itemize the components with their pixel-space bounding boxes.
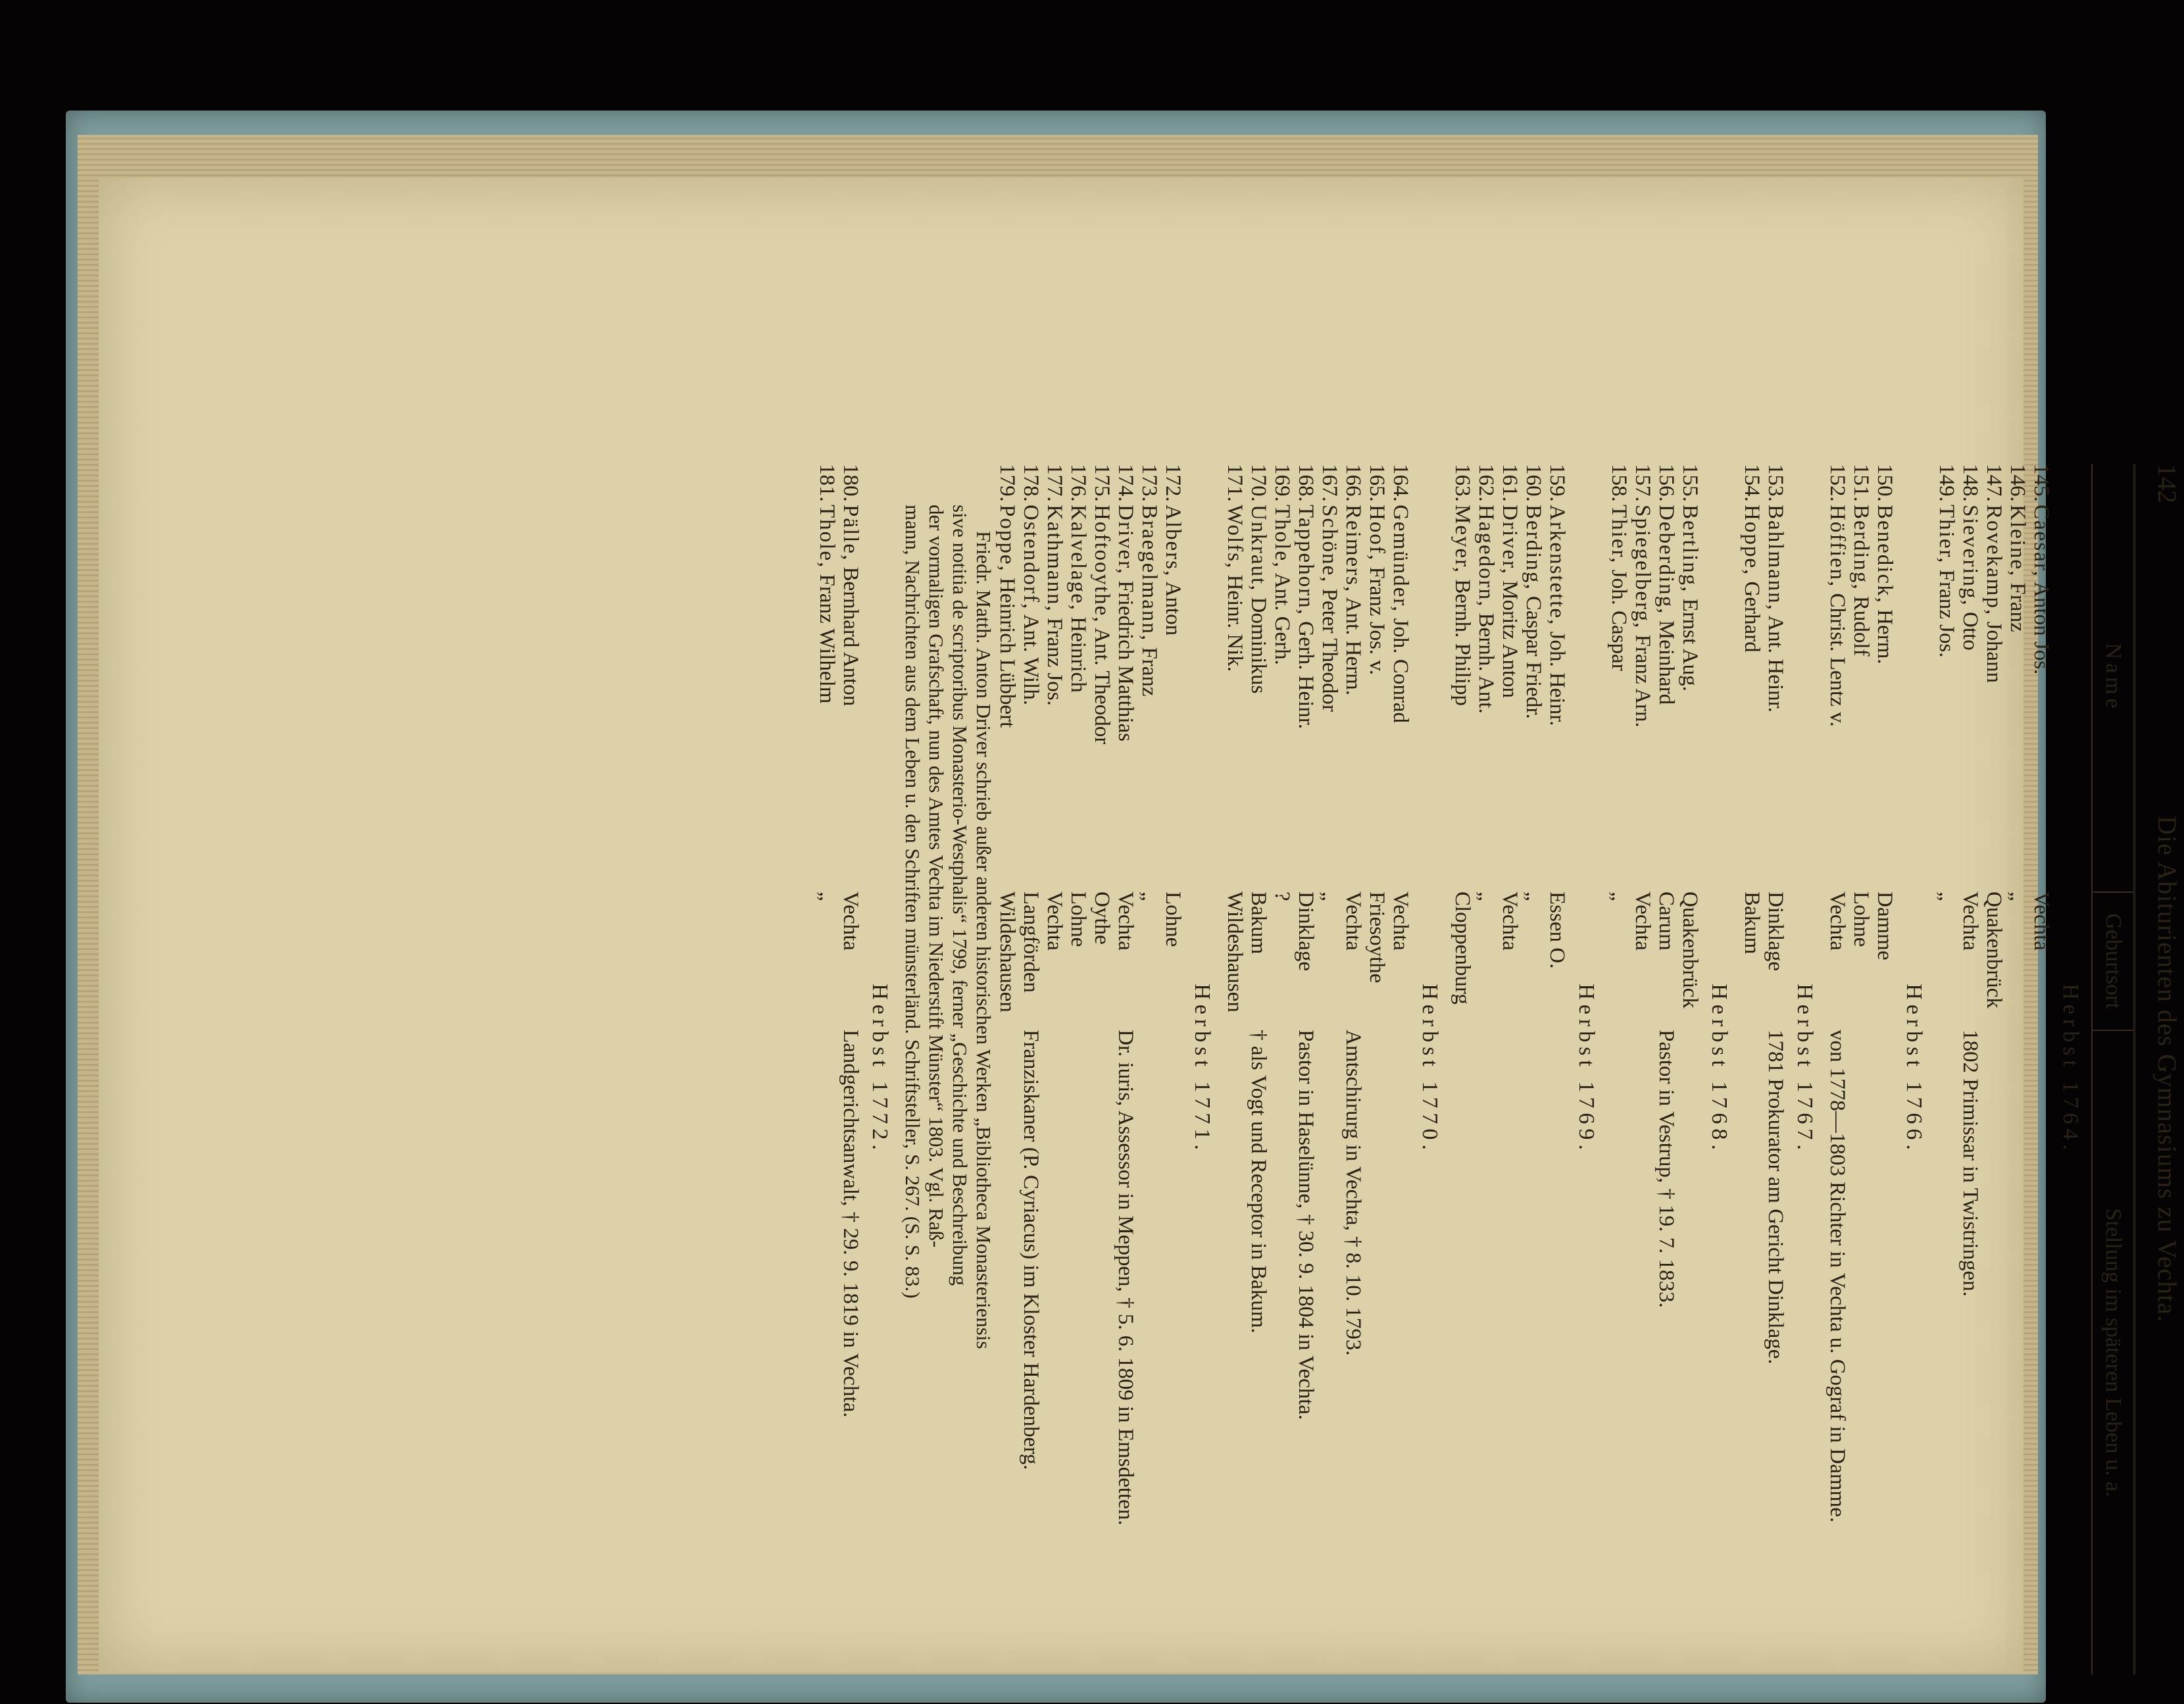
entry-birthplace: Vechta: [1631, 891, 1654, 951]
entry-birthplace: Vechta: [1825, 891, 1849, 951]
entry-number: 172.: [1161, 464, 1185, 502]
entry-number: 158.: [1607, 464, 1631, 502]
entry-given-names: Ant. Gerh.: [1270, 572, 1294, 665]
register-entry: [1019, 464, 1043, 1674]
term-heading: Herbst 1769.: [1574, 984, 1599, 1155]
entry-given-names: Ernst Aug.: [1678, 598, 1702, 691]
entry-position: von 1778—1803 Richter in Vechta u. Gograf in Damme.: [1825, 1030, 1849, 1523]
term-heading: Herbst 1770.: [1418, 984, 1442, 1155]
entry-name: [1982, 464, 2006, 891]
entry-surname: Benedick,: [1873, 505, 1897, 604]
entry-given-names: Bernh. Philipp: [1451, 579, 1474, 706]
register-sections: [815, 464, 2082, 1674]
register-entry: [1825, 464, 1849, 1674]
entry-surname: Thole,: [1270, 505, 1294, 569]
entry-name: [1607, 464, 1631, 891]
entry-birthplace: Vechta: [839, 891, 862, 951]
entry-number: 180.: [839, 464, 862, 502]
entry-birthplace: Quakenbrück: [1678, 891, 1702, 1009]
entry-position: Amtschirurg in Vechta, † 8. 10. 1793.: [1341, 1030, 1365, 1356]
entry-name: [995, 464, 1019, 891]
entry-birthplace: „: [1522, 891, 1545, 901]
entry-birthplace: Carum: [1654, 891, 1678, 951]
entry-given-names: Franz Arn.: [1631, 634, 1654, 728]
entry-name: [1873, 464, 1897, 891]
entry-birthplace: Vechta: [1498, 891, 1522, 951]
term-heading: Herbst 1772.: [868, 984, 892, 1155]
term-section: [901, 464, 1214, 1674]
entry-given-names: Herm.: [1873, 609, 1897, 664]
entry-number: 177.: [1043, 464, 1066, 502]
entry-birthplace: „: [1607, 891, 1631, 901]
register-entry: [839, 464, 862, 1674]
entry-given-names: Moritz Anton: [1498, 580, 1522, 699]
register-entry: [1545, 464, 1569, 1674]
register-entry: [2029, 464, 2053, 1674]
entry-birthplace: Damme: [1873, 891, 1897, 961]
register-entry: [1982, 464, 2006, 1674]
entry-birthplace: „: [1137, 891, 1161, 901]
entry-birthplace: Lohne: [1849, 891, 1873, 947]
entry-surname: Braegelmann,: [1137, 505, 1161, 642]
entry-name: [1161, 464, 1185, 891]
entry-given-names: Ant. Theodor: [1090, 628, 1114, 745]
entry-given-names: Franz Jos.: [1043, 617, 1066, 706]
entry-given-names: Ant. Wilh.: [1019, 614, 1043, 705]
register-entry: [2006, 464, 2029, 1674]
term-heading: Herbst 1766.: [1902, 984, 1926, 1155]
entry-name: [1365, 464, 1389, 891]
register-entry: [1451, 464, 1474, 1674]
page-title: Die Abiturienten des Gymnasiums zu Vechta.: [2152, 815, 2182, 1322]
note-line: der vormaligen Grafschaft, nun des Amtes Vechta im Niederstift Münster“ 1803. Vgl. Raß-: [925, 505, 948, 1248]
entry-birthplace: Essen O.: [1545, 891, 1569, 969]
entry-given-names: Bernh. Ant.: [1474, 613, 1498, 714]
entry-birthplace: Dinklage: [1294, 891, 1318, 971]
entry-surname: Meyer,: [1451, 505, 1474, 574]
entry-birthplace: Wildeshausen: [1223, 891, 1247, 1013]
entry-name: [1935, 464, 1958, 891]
entry-birthplace: Vechta: [1043, 891, 1066, 951]
entry-given-names: Franz: [2006, 582, 2029, 632]
running-head: [2145, 464, 2184, 1674]
entry-given-names: Franz: [1137, 647, 1161, 697]
column-name: Name: [2101, 643, 2125, 713]
entry-name: [1043, 464, 1066, 891]
entry-surname: Deberding,: [1654, 505, 1678, 615]
entry-name: [1270, 464, 1294, 891]
entry-surname: Pälle,: [839, 505, 862, 562]
entry-number: 169.: [1270, 464, 1294, 502]
entry-name: [1114, 464, 1137, 891]
entry-surname: Ostendorf,: [1019, 505, 1043, 611]
entry-number: 160.: [1522, 464, 1545, 502]
entry-surname: Driver,: [1498, 505, 1522, 576]
entry-number: 161.: [1498, 464, 1522, 502]
register-entry: [1958, 464, 1982, 1674]
entry-position: 1802 Primissar in Twistringen.: [1958, 1030, 1982, 1297]
entry-name: [1849, 464, 1873, 891]
entry-name: [1522, 464, 1545, 891]
entry-name: [1451, 464, 1474, 891]
entry-number: 166.: [1341, 464, 1365, 502]
term-section: [1825, 464, 1925, 1674]
entry-number: 174.: [1114, 464, 1137, 502]
entry-given-names: Ant. Heinr.: [1764, 615, 1787, 713]
entry-name: [1247, 464, 1270, 891]
entry-surname: Schöne,: [1318, 505, 1341, 584]
entry-name: [1318, 464, 1341, 891]
entry-position: Pastor in Haselünne, † 30. 9. 1804 in Vechta.: [1294, 1030, 1318, 1420]
entry-name: [1764, 464, 1787, 891]
entry-number: 164.: [1389, 464, 1412, 502]
entry-number: 162.: [1474, 464, 1498, 502]
note-line: sive notitia de scriptoribus Monasterio-Westphalis“ 1799, ferner „Geschichte und Beschreibung: [949, 505, 972, 1286]
entry-birthplace: Oythe: [1090, 891, 1114, 945]
entry-given-names: Meinhard: [1654, 620, 1678, 705]
entry-number: 149.: [1935, 464, 1958, 502]
register-entry: [1498, 464, 1522, 1674]
entry-surname: Sievering,: [1958, 505, 1982, 607]
entry-position: † als Vogt und Receptor in Bakum.: [1247, 1030, 1270, 1334]
register-entry: [1654, 464, 1678, 1674]
register-entry: [1607, 464, 1631, 1674]
entry-surname: Hoftooythe,: [1090, 505, 1114, 624]
entry-surname: Bahlmann,: [1764, 505, 1787, 611]
register-entry: [1294, 464, 1318, 1674]
entry-given-names: Ant. Herm.: [1341, 597, 1365, 696]
term-section: [1607, 464, 1731, 1674]
entry-surname: Rovekamp,: [1982, 505, 2006, 616]
entry-name: [1654, 464, 1678, 891]
term-heading: Herbst 1764.: [2058, 984, 2083, 1155]
section-note: [901, 464, 995, 1674]
entry-position: Franziskaner (P. Cyriacus) im Kloster Hardenberg.: [1019, 1030, 1043, 1470]
entry-surname: Spiegelberg,: [1631, 505, 1654, 630]
entry-name: [1545, 464, 1569, 891]
note-line: mann, Nachrichten aus dem Leben u. den Schriften münsterländ. Schriftsteller, S. 267. (S. S. 83.): [901, 505, 924, 1299]
entry-name: [1825, 464, 1849, 891]
entry-given-names: Christ. Lentz v.: [1825, 593, 1849, 727]
entry-number: 163.: [1451, 464, 1474, 502]
entry-birthplace: Cloppenburg: [1451, 891, 1474, 1005]
register-entry: [1137, 464, 1161, 1674]
register-entry: [1223, 464, 1247, 1674]
register-entry: [1365, 464, 1389, 1674]
entry-surname: Albers,: [1161, 505, 1185, 578]
register-entry: [1474, 464, 1498, 1674]
register-entry: [1631, 464, 1654, 1674]
entry-birthplace: Vechta: [1114, 891, 1137, 951]
entry-surname: Kleine,: [2006, 505, 2029, 578]
entry-birthplace: Quakenbrück: [1982, 891, 2006, 1009]
entry-birthplace: „: [1935, 891, 1958, 901]
entry-position: Pastor in Vestrup, † 19. 7. 1833.: [1654, 1030, 1678, 1308]
entry-name: [1740, 464, 1764, 891]
entry-number: 168.: [1294, 464, 1318, 502]
entry-number: 181.: [815, 464, 839, 502]
entry-birthplace: „: [1318, 891, 1341, 901]
entry-given-names: Anton: [1161, 581, 1185, 636]
entry-given-names: Dominikus: [1247, 597, 1270, 694]
register-entry: [1114, 464, 1137, 1674]
entry-name: [1474, 464, 1498, 891]
entry-position: Dr. iuris, Assessor in Meppen, † 5. 6. 1809 in Emsdetten.: [1114, 1030, 1137, 1526]
entry-number: 156.: [1654, 464, 1678, 502]
entry-given-names: Franz Wilhelm: [815, 574, 839, 704]
term-heading: Herbst 1768.: [1707, 984, 1731, 1155]
entry-number: 145.: [2029, 464, 2053, 502]
entry-surname: Thier,: [1935, 505, 1958, 564]
page-text-block: [513, 464, 2184, 1674]
register-entry: [1522, 464, 1545, 1674]
entry-number: 146.: [2006, 464, 2029, 502]
entry-birthplace: Vechta: [1958, 891, 1982, 951]
entry-given-names: Gerh. Heinr.: [1294, 621, 1318, 730]
register-entry: [1389, 464, 1412, 1674]
entry-surname: Kalvelage,: [1066, 505, 1090, 612]
entry-name: [1341, 464, 1365, 891]
entry-given-names: Bernhard Anton: [839, 566, 862, 707]
entry-birthplace: Lohne: [1066, 891, 1090, 947]
entry-given-names: Heinrich Lübbert: [995, 578, 1019, 728]
entry-given-names: Franz Jos. v.: [1365, 566, 1389, 676]
entry-name: [1066, 464, 1090, 891]
entry-surname: Bertling,: [1678, 505, 1702, 593]
term-heading: Herbst 1767.: [1793, 984, 1817, 1155]
register-entry: [995, 464, 1019, 1674]
entry-birthplace: ?: [1270, 891, 1294, 901]
entry-number: 167.: [1318, 464, 1341, 502]
entry-name: [2029, 464, 2053, 891]
entry-number: 175.: [1090, 464, 1114, 502]
entry-number: 165.: [1365, 464, 1389, 502]
entry-number: 176.: [1066, 464, 1090, 502]
entry-surname: Tappehorn,: [1294, 505, 1318, 616]
entry-name: [2006, 464, 2029, 891]
entry-surname: Hagedorn,: [1474, 505, 1498, 608]
entry-name: [1678, 464, 1702, 891]
register-entry: [1740, 464, 1764, 1674]
term-section: [1223, 464, 1441, 1674]
register-entry: [1161, 464, 1185, 1674]
note-line: Friedr. Matth. Anton Driver schrieb außer anderen historischen Werken „Bibliotheca Monasteriensis: [972, 531, 995, 1349]
column-birthplace: Geburtsort: [2093, 891, 2133, 1030]
entry-given-names: Franz Jos.: [1935, 569, 1958, 658]
entry-number: 171.: [1223, 464, 1247, 502]
entry-surname: Hoppe,: [1740, 505, 1764, 576]
term-section: [1451, 464, 1598, 1674]
entry-surname: Wolfs,: [1223, 505, 1247, 570]
entry-surname: Caesar,: [2029, 505, 2053, 578]
register-entry: [1270, 464, 1294, 1674]
entry-name: [1294, 464, 1318, 891]
entry-birthplace: Vechta: [1389, 891, 1412, 951]
entry-birthplace: „: [2006, 891, 2029, 901]
entry-surname: Driver,: [1114, 505, 1137, 576]
entry-name: [1389, 464, 1412, 891]
register-entry: [1849, 464, 1873, 1674]
entry-name: [1090, 464, 1114, 891]
entry-surname: Reimers,: [1341, 505, 1365, 593]
entry-birthplace: „: [815, 891, 839, 901]
entry-given-names: Friedrich Matthias: [1114, 580, 1137, 742]
page-number: 142: [2152, 464, 2182, 503]
entry-given-names: Caspar Friedr.: [1522, 595, 1545, 719]
entry-given-names: Peter Theodor: [1318, 588, 1341, 712]
entry-given-names: Anton Jos.: [2029, 582, 2053, 675]
entry-surname: Poppe,: [995, 505, 1019, 572]
entry-number: 173.: [1137, 464, 1161, 502]
entry-given-names: Rudolf: [1849, 595, 1873, 657]
entry-surname: Berding,: [1522, 505, 1545, 591]
register-entry: [1090, 464, 1114, 1674]
entry-surname: Thier,: [1607, 505, 1631, 564]
entry-number: 148.: [1958, 464, 1982, 502]
entry-number: 155.: [1678, 464, 1702, 502]
entry-birthplace: Langförden: [1019, 891, 1043, 993]
entry-surname: Berding,: [1849, 505, 1873, 591]
entry-name: [1958, 464, 1982, 891]
entry-birthplace: Bakum: [1247, 891, 1270, 955]
entry-birthplace: „: [1474, 891, 1498, 901]
entry-number: 170.: [1247, 464, 1270, 502]
entry-given-names: Joh. Caspar: [1607, 569, 1631, 671]
register-entry: [1318, 464, 1341, 1674]
register-entry: [1341, 464, 1365, 1674]
entry-given-names: Joh. Conrad: [1389, 618, 1412, 723]
entry-name: [1498, 464, 1522, 891]
register-entry: [1764, 464, 1787, 1674]
entry-surname: Hoof,: [1365, 505, 1389, 562]
entry-number: 150.: [1873, 464, 1897, 502]
entry-birthplace: Lohne: [1161, 891, 1185, 947]
term-section: [1935, 464, 2082, 1674]
entry-birthplace: Wildeshausen: [995, 891, 1019, 1013]
entry-given-names: Heinrich: [1066, 616, 1090, 693]
entry-number: 154.: [1740, 464, 1764, 502]
entry-name: [1223, 464, 1247, 891]
entry-surname: Höffien,: [1825, 505, 1849, 588]
entry-surname: Unkraut,: [1247, 505, 1270, 592]
entry-number: 179.: [995, 464, 1019, 502]
entry-given-names: Heinr. Nik.: [1223, 574, 1247, 672]
entry-number: 157.: [1631, 464, 1654, 502]
entry-number: 178.: [1019, 464, 1043, 502]
entry-name: [1137, 464, 1161, 891]
term-section: [815, 464, 891, 1674]
entry-birthplace: Vechta: [2029, 891, 2053, 951]
register-entry: [815, 464, 839, 1674]
entry-name: [839, 464, 862, 891]
entry-birthplace: Bakum: [1740, 891, 1764, 955]
entry-number: 152.: [1825, 464, 1849, 502]
entry-surname: Thole,: [815, 505, 839, 569]
entry-name: [1631, 464, 1654, 891]
entry-name: [815, 464, 839, 891]
entry-position: 1781 Prokurator am Gericht Dinklage.: [1764, 1030, 1787, 1365]
entry-surname: Kathmann,: [1043, 505, 1066, 613]
register-entry: [1247, 464, 1270, 1674]
entry-surname: Gemünder,: [1389, 505, 1412, 613]
entry-number: 159.: [1545, 464, 1569, 502]
entry-birthplace: Friesoythe: [1365, 891, 1389, 984]
column-position: Stellung im späteren Leben u. a.: [2093, 1030, 2133, 1674]
entry-given-names: Joh. Heinr.: [1545, 631, 1569, 726]
register-entry: [1066, 464, 1090, 1674]
entry-given-names: Gerhard: [1740, 581, 1764, 653]
column-header: [2091, 464, 2135, 1674]
register-entry: [1873, 464, 1897, 1674]
entry-number: 153.: [1764, 464, 1787, 502]
register-entry: [1678, 464, 1702, 1674]
entry-surname: Arkenstette,: [1545, 505, 1569, 626]
entry-position: Landgerichtsanwalt, † 29. 9. 1819 in Vechta.: [839, 1030, 862, 1418]
entry-given-names: Johann: [1982, 621, 2006, 683]
term-section: [1740, 464, 1816, 1674]
entry-birthplace: Dinklage: [1764, 891, 1787, 971]
entry-name: [1019, 464, 1043, 891]
entry-birthplace: Vechta: [1341, 891, 1365, 951]
entry-number: 151.: [1849, 464, 1873, 502]
entry-number: 147.: [1982, 464, 2006, 502]
register-entry: [1935, 464, 1958, 1674]
term-heading: Herbst 1771.: [1190, 984, 1214, 1155]
entry-given-names: Otto: [1958, 611, 1982, 651]
register-entry: [1043, 464, 1066, 1674]
